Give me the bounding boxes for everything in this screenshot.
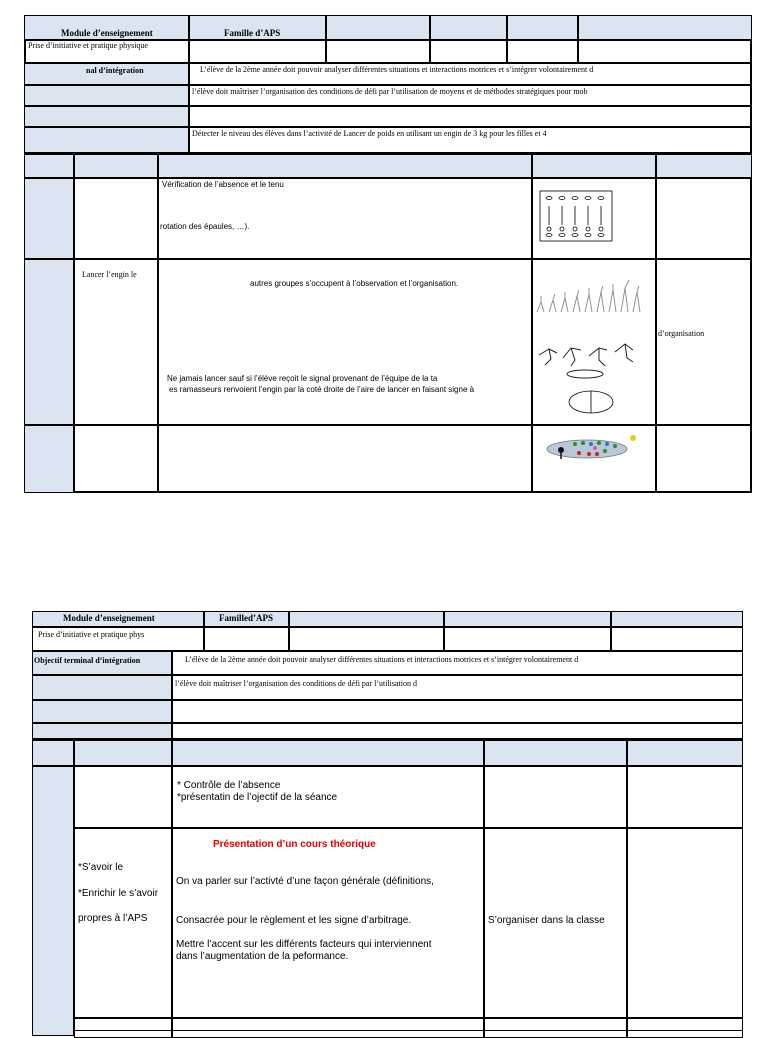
module-value-cell bbox=[32, 627, 204, 651]
objectif-text-cell bbox=[189, 63, 752, 85]
r2-p3b: dans l’augmentation de la peformance. bbox=[176, 951, 349, 962]
header-cell bbox=[430, 15, 507, 40]
r2-right: S’organiser dans la classe bbox=[488, 915, 605, 926]
remarque-cell bbox=[627, 1018, 743, 1038]
objectif-cell bbox=[74, 259, 158, 425]
row-label-cell bbox=[32, 723, 172, 739]
row-text-cell bbox=[172, 675, 743, 700]
row4-text: Détecter le niveau des élèves dans l’activité de Lancer de poids en utilisant un engin de 3 kg pour les filles et 4 bbox=[192, 129, 547, 138]
organisation-cell bbox=[656, 425, 752, 493]
row-text-cell bbox=[189, 106, 752, 127]
col-header bbox=[24, 153, 74, 178]
header-cell bbox=[444, 611, 611, 627]
objectif-label-cell bbox=[32, 651, 172, 675]
cell bbox=[611, 627, 743, 651]
r1-line1: * Contrôle de l’absence bbox=[177, 780, 281, 791]
r2-line1: autres groupes s’occupent à l’observation et l’organisation. bbox=[250, 279, 459, 288]
cell bbox=[326, 40, 430, 63]
schema-cell bbox=[532, 178, 656, 259]
col-header bbox=[158, 153, 532, 178]
row-label-cell bbox=[32, 675, 172, 700]
objectif-text: L’élève de la 2ème année doit pouvoir analyser différentes situations et interactions motrices et s’intégrer volontairement d bbox=[200, 65, 594, 74]
col-header bbox=[32, 739, 74, 766]
cell bbox=[189, 40, 326, 63]
field-diagram-icon bbox=[533, 426, 656, 493]
phase-cell bbox=[24, 178, 74, 259]
col-header bbox=[656, 153, 752, 178]
contenu-cell bbox=[172, 1018, 484, 1038]
r2-left1: *S’avoir le bbox=[78, 862, 124, 873]
r2-line2: Ne jamais lancer sauf si l’élève reçoit le signal provenant de l’équipe de la ta bbox=[167, 374, 438, 383]
header-cell bbox=[326, 15, 430, 40]
objectif-cell bbox=[74, 178, 158, 259]
header-cell bbox=[289, 611, 444, 627]
row-label-cell bbox=[24, 106, 189, 127]
organisation-cell bbox=[656, 259, 752, 425]
cell bbox=[430, 40, 507, 63]
col-header bbox=[532, 153, 656, 178]
row-text-cell bbox=[189, 85, 752, 106]
stick-figures-icon bbox=[533, 179, 656, 259]
cell bbox=[507, 40, 578, 63]
module-value: Prise d’initiative et pratique phys bbox=[38, 630, 145, 639]
phase-cell bbox=[32, 766, 74, 1036]
module-value-cell bbox=[24, 40, 189, 63]
r1-line2: rotation des épaules, …). bbox=[160, 222, 250, 231]
remarque-cell bbox=[627, 828, 743, 1018]
remarque-cell bbox=[627, 766, 743, 828]
objectif-cell bbox=[74, 1018, 172, 1038]
organisation-cell bbox=[656, 178, 752, 259]
objectif-label-cell bbox=[24, 63, 189, 85]
objectif-cell bbox=[74, 828, 172, 1018]
col-header bbox=[74, 153, 158, 178]
module-label: Module d’enseignement bbox=[61, 28, 153, 38]
module-header-cell bbox=[32, 611, 204, 627]
phase-cell bbox=[24, 425, 74, 493]
famille-header-cell bbox=[204, 611, 289, 627]
organisation-cell bbox=[484, 1018, 627, 1038]
header-cell bbox=[507, 15, 578, 40]
objectif-text: L’élève de la 2ème année doit pouvoir analyser différentes situations et interactions motrices et s’intégrer volontairement d bbox=[185, 655, 579, 664]
r2-left3: propres à l’APS bbox=[78, 913, 148, 924]
row2-text: l’élève doit maîtriser l’organisation des conditions de défi par l’utilisation d bbox=[175, 679, 418, 688]
phase-cell bbox=[24, 259, 74, 425]
schema-cell bbox=[532, 425, 656, 493]
objectif-label: nal d’intégration bbox=[86, 66, 144, 75]
objectif-cell bbox=[74, 766, 172, 828]
col-header bbox=[74, 739, 172, 766]
module-label: Module d’enseignement bbox=[63, 613, 155, 623]
col-header bbox=[627, 739, 743, 766]
r2-p2: Consacrée pour le règlement et les signe d’arbitrage. bbox=[176, 915, 412, 926]
header-cell bbox=[611, 611, 743, 627]
contenu-cell bbox=[158, 425, 532, 493]
r2-p3a: Mettre l’accent sur les différents facteurs qui interviennent bbox=[176, 939, 432, 950]
objectif-text-cell bbox=[172, 651, 743, 675]
throwing-sequence-icon bbox=[533, 260, 656, 425]
row-label-cell bbox=[24, 127, 189, 153]
row-text-cell bbox=[172, 700, 743, 723]
r2-line3: es ramasseurs renvoient l’engin par la coté droite de l’aire de lancer en faisant signe à bbox=[169, 385, 475, 394]
cell bbox=[578, 40, 752, 63]
cell bbox=[444, 627, 611, 651]
r1-line1: Vérification de l’absence et le tenu bbox=[162, 180, 284, 189]
module-value: Prise d’initiative et pratique physique bbox=[28, 41, 148, 50]
r2-left2: *Enrichir le s’avoir bbox=[78, 888, 159, 899]
row-label-cell bbox=[24, 85, 189, 106]
col-header bbox=[172, 739, 484, 766]
col-header bbox=[484, 739, 627, 766]
r2-title: Présentation d’un cours théorique bbox=[213, 839, 376, 850]
r2-right: d’organisation bbox=[658, 329, 705, 338]
cell bbox=[289, 627, 444, 651]
contenu-cell bbox=[158, 178, 532, 259]
row-label-cell bbox=[32, 700, 172, 723]
schema-cell bbox=[532, 259, 656, 425]
famille-label: Familled’APS bbox=[219, 613, 273, 623]
row2-text: l’élève doit maîtriser l’organisation des conditions de défi par l’utilisation de moyens et de méthodes stratégiques pour mob bbox=[192, 87, 588, 96]
contenu-cell bbox=[172, 766, 484, 828]
r2-p1: On va parler sur l’activté d’une façon générale (définitions, bbox=[176, 876, 434, 887]
organisation-cell bbox=[484, 828, 627, 1018]
contenu-cell bbox=[172, 828, 484, 1018]
row-text-cell bbox=[189, 127, 752, 153]
organisation-cell bbox=[484, 766, 627, 828]
cell bbox=[204, 627, 289, 651]
famille-header-cell bbox=[189, 15, 326, 40]
objectif-cell bbox=[74, 425, 158, 493]
row-text-cell bbox=[172, 723, 743, 739]
famille-label: Famille d’APS bbox=[224, 28, 281, 38]
objectif-label: Objectif terminal d’intégration bbox=[34, 656, 141, 665]
contenu-cell bbox=[158, 259, 532, 425]
module-header-cell bbox=[24, 15, 189, 40]
r1-line2: *présentatin de l’ojectif de la séance bbox=[177, 792, 338, 803]
r2-label: Lancer l’engin le bbox=[82, 270, 137, 279]
header-cell bbox=[578, 15, 752, 40]
